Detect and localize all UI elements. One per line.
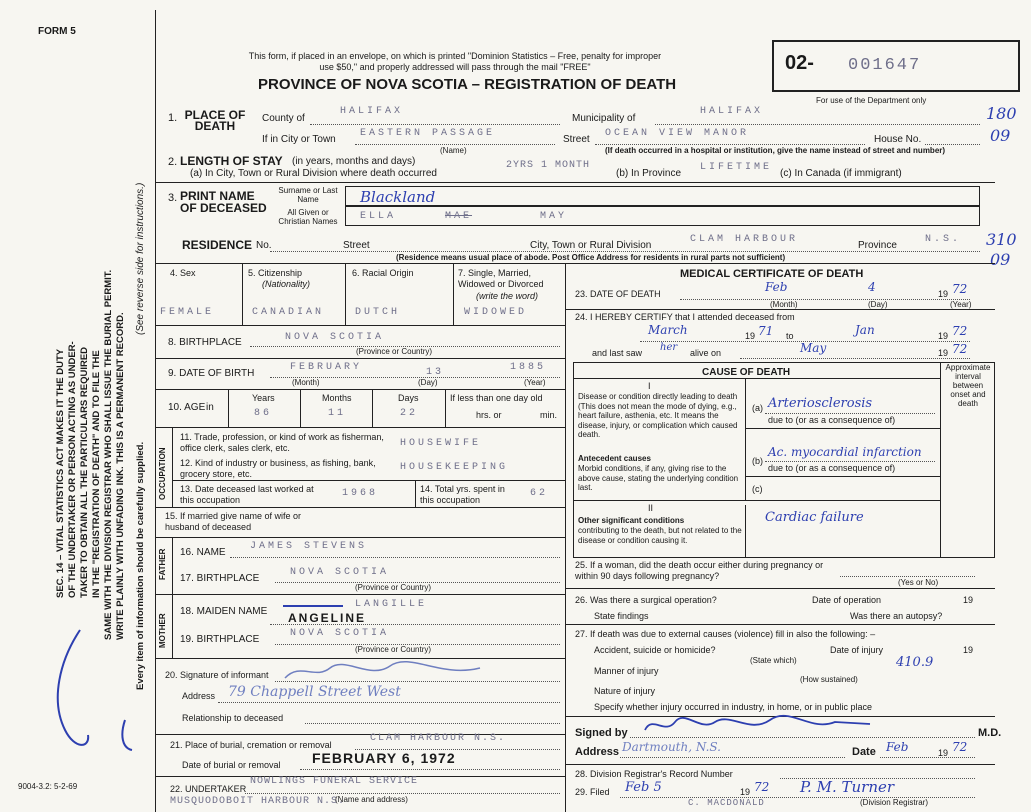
given-name-2: MAY	[540, 211, 568, 222]
informant-sig-label: 20. Signature of informant	[165, 670, 269, 680]
physician-signature	[640, 710, 880, 740]
death-month-sub: (Month)	[770, 300, 798, 309]
town-value: EASTERN PASSAGE	[360, 128, 496, 139]
maiden-given-name: ANGELINE	[288, 611, 367, 625]
signer-address-label: Address	[575, 746, 620, 758]
father-birthplace: NOVA SCOTIA	[290, 567, 390, 578]
house-label: House No.	[874, 134, 922, 145]
antecedent-label: Antecedent causes	[578, 454, 651, 463]
age-years: 86	[254, 408, 273, 419]
part-2: II	[648, 503, 654, 513]
burial-place: CLAM HARBOUR N.S.	[370, 733, 507, 744]
surname-value: Blackland	[360, 188, 436, 206]
sidebar-divider	[155, 10, 156, 812]
manner-code: 410.9	[896, 655, 934, 670]
state-findings-label: State findings	[594, 611, 649, 621]
last-worked-label: 13. Date deceased last worked at this occupation	[180, 484, 314, 505]
age-in: in	[206, 402, 214, 413]
age-months-label: Months	[322, 393, 352, 403]
operation-year-prefix: 19	[963, 595, 974, 605]
place-of-death-label: PLACE OF DEATH	[184, 108, 246, 133]
filed-year-prefix: 19	[740, 787, 751, 797]
stay-b-label: (b) In Province	[616, 168, 682, 179]
age-label: 10. AGE	[168, 402, 206, 413]
maiden-name-label: 18. MAIDEN NAME	[180, 606, 268, 617]
supply-note: Every item of information should be carefully supplied.	[135, 441, 146, 690]
mother-birthplace-label: 19. BIRTHPLACE	[180, 634, 260, 645]
injury-date-label: Date of injury	[830, 645, 884, 655]
surgery-label: 26. Was there a surgical operation?	[575, 595, 717, 605]
surname-label: Surname or Last Name	[278, 186, 338, 204]
form-title: PROVINCE OF NOVA SCOTIA – REGISTRATION OF DEATH	[258, 76, 677, 93]
cause-a-label: (a)	[752, 403, 763, 413]
sex-label: 4. Sex	[170, 268, 196, 278]
age-months: 11	[328, 408, 347, 419]
medical-title: MEDICAL CERTIFICATE OF DEATH	[680, 268, 864, 280]
residence-note: (Residence means usual place of abode. Post Office Address for residents in rural parts not sufficient)	[396, 253, 786, 262]
stay-num: 2.	[168, 156, 178, 168]
signed-by-label: Signed by	[575, 727, 628, 739]
stay-a-label: (a) In City, Town or Rural Division where death occurred	[190, 168, 437, 179]
deceased-num: 3.	[168, 192, 178, 204]
age-years-label: Years	[252, 393, 275, 403]
antecedent-sub: Morbid conditions, if any, giving rise to the above cause, stating the underlying condition last.	[578, 464, 739, 492]
age-days: 22	[400, 408, 419, 419]
disease-label: Disease or condition directly leading to death (This does not mean the mode of dying, e.g., heart failure, asthenia, etc. It means the disease, injury, or complication which caused death.	[578, 392, 738, 439]
county-value: HALIFAX	[340, 106, 404, 117]
residence-division: CLAM HARBOUR	[690, 234, 799, 245]
certify-label: 24. I HEREBY CERTIFY that I attended deceased from	[575, 312, 795, 322]
nature-label: Nature of injury	[594, 686, 656, 696]
record-number-label: 28. Division Registrar's Record Number	[575, 769, 733, 779]
residence-no-label: No.	[256, 240, 272, 251]
dept-code-2: 09	[990, 126, 1011, 145]
trade-label: 11. Trade, profession, or kind of work as fisherman, office clerk, sales clerk, etc.	[180, 432, 384, 453]
birthplace-value: NOVA SCOTIA	[285, 332, 385, 343]
state-which: (State which)	[750, 656, 797, 665]
mail-notice-line2: use $50," and properly addressed will pass through the mail "FREE"	[319, 62, 591, 72]
birthplace-sub: (Province or Country)	[356, 347, 433, 356]
residence-label: RESIDENCE	[182, 238, 253, 252]
undertaker-city: MUSQUODOBOIT HARBOUR N.S.	[170, 796, 346, 807]
filed-date: Feb 5	[625, 780, 662, 795]
residence-province: N.S.	[925, 234, 962, 245]
dob-day-sub: (Day)	[418, 378, 438, 387]
street-label: Street	[563, 134, 590, 145]
filed-label: 29. Filed	[575, 787, 610, 797]
due-to-a: due to (or as a consequence of)	[768, 415, 896, 425]
death-month: Feb	[765, 280, 788, 294]
statute-line-5: SAME WITH THE DIVISION REGISTRAR WHO SHALL ISSUE THE BURIAL PERMIT.	[103, 269, 114, 640]
age-hrs-label: hrs. or	[476, 410, 502, 420]
cause-b-value: Ac. myocardial infarction	[768, 445, 922, 459]
statute-line-1: SEC. 14 – VITAL STATISTICS ACT MAKES IT THE DUTY	[55, 348, 66, 598]
death-year: 72	[952, 282, 968, 296]
age-min-label: min.	[540, 410, 558, 420]
pregnancy-label: 25. If a woman, did the death occur either during pregnancy or within 90 days following pregnancy?	[575, 560, 824, 581]
cause-c-label: (c)	[752, 484, 763, 494]
industry-value: HOUSEKEEPING	[400, 462, 509, 473]
death-date-label: 23. DATE OF DEATH	[575, 289, 661, 299]
dob-month-sub: (Month)	[292, 378, 320, 387]
father-name: JAMES STEVENS	[250, 541, 368, 552]
accident-label: Accident, suicide or homicide?	[594, 645, 716, 655]
signer-address: Dartmouth, N.S.	[622, 740, 721, 754]
residence-province-label: Province	[858, 240, 897, 251]
age-less-label: If less than one day old	[450, 393, 543, 403]
marital-sub: (write the word)	[476, 291, 539, 301]
other-conditions-label: Other significant conditions	[578, 516, 685, 525]
citizenship-sub: (Nationality)	[262, 279, 311, 289]
racial-label: 6. Racial Origin	[352, 268, 414, 278]
occupation-side-label: OCCUPATION	[158, 447, 167, 500]
father-side-label: FATHER	[158, 548, 167, 580]
department-use-note: For use of the Department only	[816, 96, 927, 105]
stay-sub: (in years, months and days)	[292, 156, 416, 167]
dob-month: FEBRUARY	[290, 362, 363, 373]
given-name-struck: MAE	[445, 211, 473, 222]
industry-label: 12. Kind of industry or business, as fishing, bank, grocery store, etc.	[180, 458, 376, 479]
town-label: If in City or Town	[262, 134, 336, 145]
racial-value: DUTCH	[355, 307, 401, 318]
citizenship-value: CANADIAN	[252, 307, 325, 318]
md-label: M.D.	[978, 727, 1002, 739]
dob-day: 13	[426, 367, 445, 378]
mother-bp-sub: (Province or Country)	[355, 645, 432, 654]
alive-on-label: alive on	[690, 348, 722, 358]
undertaker-sub: (Name and address)	[335, 795, 408, 804]
relationship-label: Relationship to deceased	[182, 713, 284, 723]
mail-notice-line1: This form, if placed in an envelope, on which is printed "Dominion Statistics – Free, penalty for improper	[248, 51, 662, 61]
manner-label: Manner of injury	[594, 666, 659, 676]
autopsy-label: Was there an autopsy?	[850, 611, 943, 621]
statute-line-6: WRITE PLAINLY WITH UNFADING INK. THIS IS A PERMANENT RECORD.	[115, 312, 126, 640]
attend-from-year: 71	[758, 324, 774, 338]
attend-to-label: to	[786, 331, 794, 341]
municipality-value: HALIFAX	[700, 106, 764, 117]
initials-signature	[40, 620, 150, 770]
cause-title: CAUSE OF DEATH	[702, 367, 791, 378]
attend-to-prefix: 19	[938, 331, 949, 341]
undertaker-name: NOWLINGS FUNERAL SERVICE	[250, 776, 419, 787]
dept-code-1: 180	[986, 104, 1017, 123]
registrar-label: (Division Registrar)	[860, 798, 929, 807]
sign-month: Feb	[886, 740, 909, 754]
attend-from-prefix: 19	[745, 331, 756, 341]
father-birthplace-label: 17. BIRTHPLACE	[180, 573, 260, 584]
alive-year: 72	[952, 342, 968, 356]
burial-date-label: Date of burial or removal	[182, 760, 281, 770]
stay-b-value: LIFETIME	[700, 162, 773, 173]
dob-year-sub: (Year)	[524, 378, 546, 387]
dept-code-3: 310	[986, 230, 1017, 249]
filed-year: 72	[754, 780, 770, 794]
stay-c-label: (c) In Canada (if immigrant)	[780, 168, 902, 179]
informant-address: 79 Chappell Street West	[228, 684, 401, 700]
mother-side-label: MOTHER	[158, 613, 167, 648]
residence-division-label: City, Town or Rural Division	[530, 240, 652, 251]
form-number: FORM 5	[38, 26, 76, 37]
reverse-side-note: (See reverse side for instructions.)	[135, 182, 146, 335]
maiden-name: LANGILLE	[355, 599, 428, 610]
sex-value: FEMALE	[160, 307, 215, 318]
dept-code-4: 09	[990, 250, 1011, 269]
alive-on-month: May	[800, 341, 827, 355]
sign-date-label: Date	[852, 746, 876, 758]
how-sustained: (How sustained)	[800, 675, 858, 684]
burial-place-label: 21. Place of burial, cremation or removal	[170, 740, 332, 750]
sign-year: 72	[952, 740, 968, 754]
citizenship-label: 5. Citizenship	[248, 268, 303, 278]
father-bp-sub: (Province or Country)	[355, 583, 432, 592]
last-worked-value: 1968	[342, 488, 379, 499]
registration-prefix: 02-	[785, 52, 814, 74]
death-day-sub: (Day)	[868, 300, 888, 309]
birthplace-label: 8. BIRTHPLACE	[168, 337, 242, 348]
external-causes-label: 27. If death was due to external causes (violence) fill in also the following: –	[575, 629, 876, 639]
registration-number: 001647	[848, 56, 922, 75]
street-value: OCEAN VIEW MANOR	[605, 128, 750, 139]
injury-year-prefix: 19	[963, 645, 974, 655]
attend-from-month: March	[648, 323, 688, 337]
statute-line-4: IN THE "REGISTRATION OF DEATH" AND TO FILE THE	[91, 350, 102, 598]
registrar-signature: P. M. Turner	[800, 778, 895, 796]
registrar-name: C. MACDONALD	[688, 798, 765, 808]
mother-birthplace: NOVA SCOTIA	[290, 628, 390, 639]
due-to-b: due to (or as a consequence of)	[768, 463, 896, 473]
form-code: 9004-3.2: 5-2-69	[18, 782, 78, 791]
informant-address-label: Address	[182, 691, 216, 701]
spouse-label: 15. If married give name of wife or husband of deceased	[165, 511, 302, 532]
given-name-1: ELLA	[360, 211, 397, 222]
statute-line-2: OF THE UNDERTAKER OR PERSON ACTING AS UNDER-	[67, 341, 78, 598]
hospital-note: (If death occurred in a hospital or institution, give the name instead of street and number)	[605, 146, 946, 155]
cause-b-label: (b)	[752, 456, 763, 466]
burial-date: FEBRUARY 6, 1972	[312, 750, 456, 766]
years-spent-value: 62	[530, 488, 549, 499]
specify-label: Specify whether injury occurred in industry, in home, or in public place	[594, 702, 872, 712]
age-days-label: Days	[398, 393, 419, 403]
father-name-label: 16. NAME	[180, 547, 226, 558]
years-spent-label: 14. Total yrs. spent in this occupation	[420, 484, 505, 505]
part-1: I	[648, 381, 651, 391]
death-year-prefix: 19	[938, 289, 949, 299]
marital-label: 7. Single, Married, Widowed or Divorced	[458, 268, 544, 289]
cause-a-value: Arteriosclerosis	[768, 396, 873, 411]
attend-to-month: Jan	[855, 323, 875, 337]
deceased-label: PRINT NAME OF DECEASED	[180, 189, 267, 215]
alive-year-prefix: 19	[938, 348, 949, 358]
operation-date-label: Date of operation	[812, 595, 882, 605]
dob-label: 9. DATE OF BIRTH	[168, 368, 255, 379]
attend-to-year: 72	[952, 324, 968, 338]
death-year-sub: (Year)	[950, 300, 972, 309]
statute-line-3: TAKER TO OBTAIN ALL THE PARTICULARS REQUIRED	[79, 346, 90, 598]
last-saw-who: her	[660, 342, 678, 353]
stay-a-value: 2YRS 1 MONTH	[506, 160, 591, 171]
other-conditions-sub: contributing to the death, but not related to the disease or condition causing it.	[578, 526, 742, 545]
interval-label: Approximate interval between onset and death	[945, 363, 991, 408]
municipality-label: Municipality of	[572, 113, 636, 124]
marital-value: WIDOWED	[464, 307, 528, 318]
place-num: 1.	[168, 112, 178, 124]
dob-year: 1885	[510, 362, 547, 373]
name-note: (Name)	[440, 146, 467, 155]
last-saw-label: and last saw	[592, 348, 643, 358]
undertaker-label: 22. UNDERTAKER	[170, 784, 247, 794]
residence-street-label: Street	[343, 240, 370, 251]
sign-year-prefix: 19	[938, 748, 949, 758]
given-label: All Given or Christian Names	[278, 208, 338, 226]
stay-label: LENGTH OF STAY	[180, 154, 283, 168]
pregnancy-yes-no: (Yes or No)	[898, 578, 939, 587]
county-label: County of	[262, 113, 305, 124]
trade-value: HOUSEWIFE	[400, 438, 482, 449]
other-conditions-value: Cardiac failure	[765, 510, 864, 525]
death-day: 4	[868, 280, 876, 294]
